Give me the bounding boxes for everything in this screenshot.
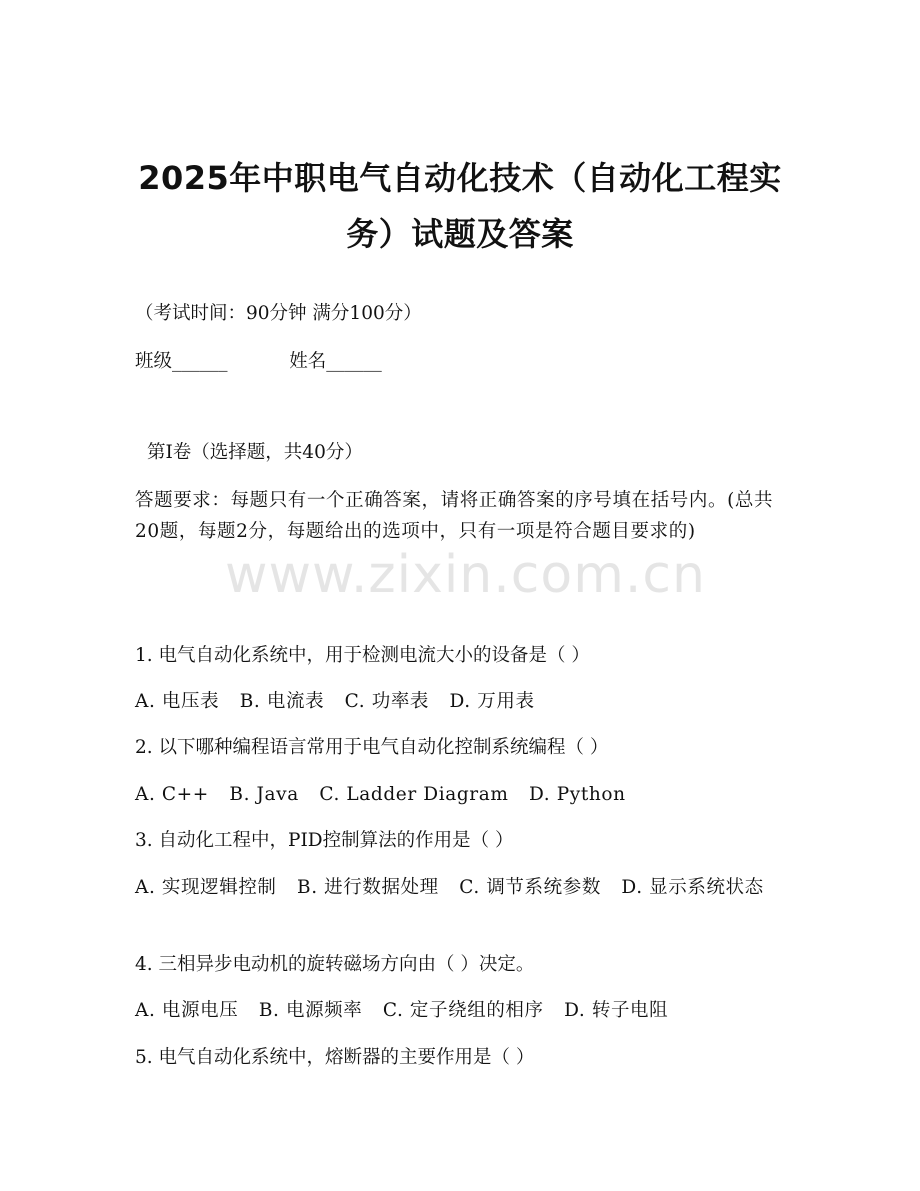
- option: B. 电源频率: [258, 1000, 363, 1021]
- option: B. 电流表: [239, 691, 325, 712]
- option: A. 电源电压: [135, 1000, 239, 1021]
- option: C. 调节系统参数: [459, 877, 601, 898]
- question-options: [135, 689, 549, 715]
- option: A. 实现逻辑控制: [135, 877, 277, 898]
- question-stem: 1. 电气自动化系统中，用于检测电流大小的设备是（ ）: [135, 645, 590, 666]
- name-field: 姓名______: [289, 351, 382, 372]
- instructions: 答题要求：每题只有一个正确答案，请将正确答案的序号填在括号内。(总共20题，每题2分，每题给出的选项中，只有一项是符合题目要求的): [135, 490, 774, 542]
- class-field: 班级______: [135, 351, 228, 372]
- section-title: 第I卷（选择题，共40分）: [147, 442, 363, 463]
- exam-info: （考试时间：90分钟 满分100分）: [135, 303, 422, 324]
- option: B. 进行数据处理: [297, 877, 439, 898]
- option: C. 功率表: [344, 691, 430, 712]
- option: D. Python: [529, 784, 626, 805]
- option: C. 定子绕组的相序: [382, 1000, 544, 1021]
- question-stem: 2. 以下哪种编程语言常用于电气自动化控制系统编程（ ）: [135, 737, 609, 758]
- option: A. C++: [135, 784, 209, 805]
- option: C. Ladder Diagram: [319, 784, 509, 805]
- question-options: [135, 782, 640, 808]
- option: B. Java: [229, 784, 299, 805]
- question-options: [135, 872, 775, 903]
- option: A. 电压表: [135, 691, 220, 712]
- question-stem: 3. 自动化工程中，PID控制算法的作用是（ ）: [135, 830, 514, 851]
- question-stem: 5. 电气自动化系统中，熔断器的主要作用是（ ）: [135, 1047, 535, 1068]
- question-options: [135, 998, 682, 1024]
- student-info-row: [135, 349, 382, 375]
- watermark: www.zixin.com.cn: [225, 545, 706, 605]
- question-stem: 4. 三相异步电动机的旋转磁场方向由（ ）决定。: [135, 954, 535, 975]
- option: D. 万用表: [449, 691, 535, 712]
- option: D. 转子电阻: [564, 1000, 669, 1021]
- document-title: 2025年中职电气自动化技术（自动化工程实务）试题及答案: [138, 159, 782, 253]
- option: D. 显示系统状态: [621, 877, 764, 898]
